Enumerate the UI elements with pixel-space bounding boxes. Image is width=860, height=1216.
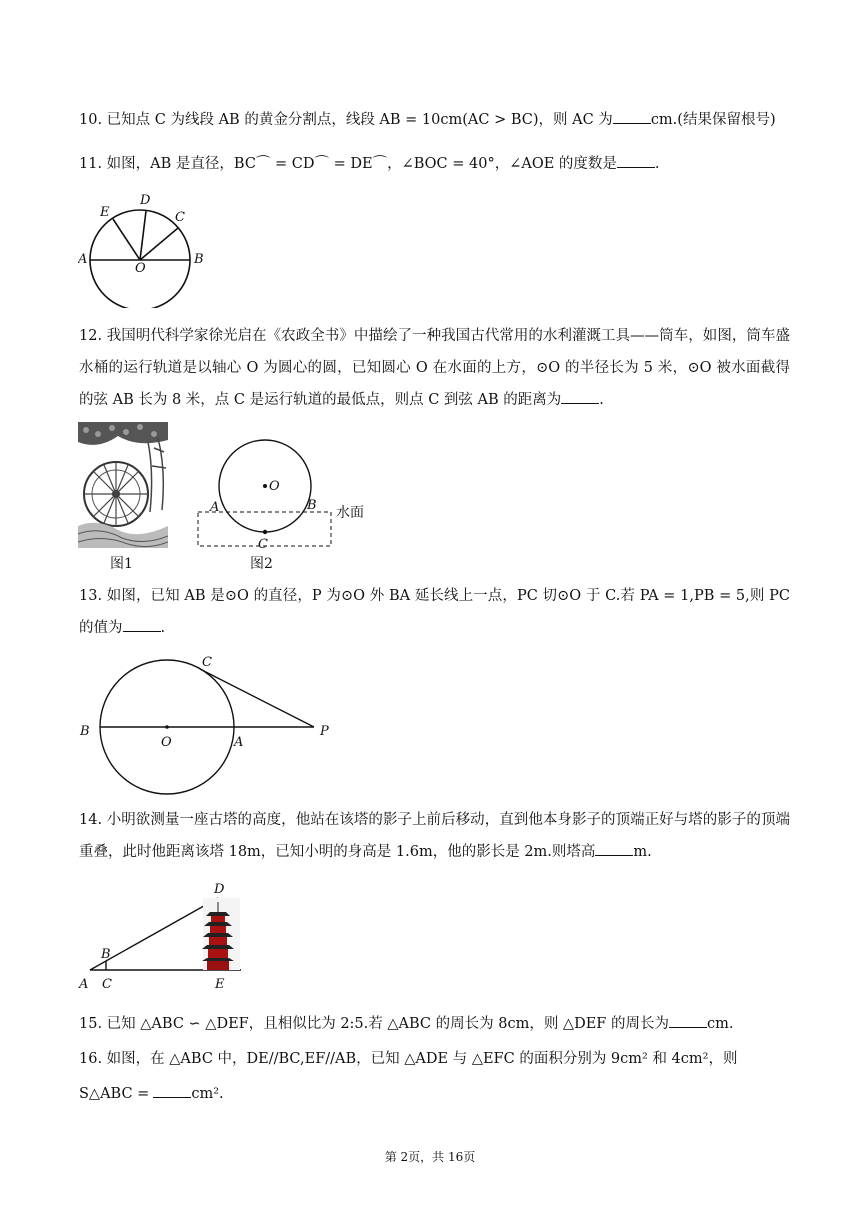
figure-11-circle-diagram: [78, 190, 218, 308]
label-e: E: [100, 205, 110, 220]
question-11-text: 11. 如图，AB 是直径，BC⌒ = CD⌒ = DE⌒，∠BOC = 40°，∠AOE 的度数是: [79, 156, 617, 172]
radius-oe: [113, 219, 140, 260]
question-14-text: 14. 小明欲测量一座古塔的高度，他站在该塔的影子上前后移动，直到他本身影子的顶端正好与塔的影子的顶端重叠，此时他距离该塔 18m，已知小明的身高是 1.6m，他的影长是 2m.则塔高: [79, 812, 790, 860]
question-10-tail: cm.(结果保留根号): [650, 112, 776, 128]
answer-blank[interactable]: [561, 389, 599, 404]
label-o: O: [269, 479, 280, 494]
label-c: C: [175, 210, 185, 225]
label-a: A: [78, 252, 88, 267]
point-c: [263, 530, 267, 534]
question-14: [79, 804, 790, 868]
question-16-tail: cm².: [191, 1086, 224, 1102]
figure-13-tangent-diagram: [76, 650, 346, 795]
label-b: B: [307, 498, 317, 513]
question-16-text: 16. 如图，在 △ABC 中，DE//BC,EF//AB，已知 △ADE 与 △EFC 的面积分别为 9cm² 和 4cm²，则: [79, 1051, 738, 1067]
label-d: D: [140, 193, 151, 208]
question-13-tail: .: [160, 620, 166, 636]
figure-14-pagoda-shadow-diagram: [76, 878, 256, 993]
label-b: B: [101, 947, 111, 962]
answer-blank[interactable]: [669, 1013, 707, 1028]
question-12-text: 12. 我国明代科学家徐光启在《农政全书》中描绘了一种我国古代常用的水利灌溉工具——筒车，如图，筒车盛水桶的运行轨道是以轴心 O 为圆心的圆，已知圆心 O 在水面的上方，⊙O 的半径长为 5 米，⊙O 被水面截得的弦 AB 长为 8 米，点 C 是运行轨道的最低点，则点 C 到弦 AB 的距离为: [79, 328, 790, 408]
label-a: A: [234, 735, 244, 750]
answer-blank[interactable]: [595, 841, 633, 856]
center-point: [263, 484, 267, 488]
page-footer: 第 2页，共 16页: [384, 1150, 476, 1164]
answer-blank[interactable]: [613, 109, 651, 124]
label-o: O: [135, 261, 146, 276]
question-16-area-prefix: S△ABC =: [79, 1086, 150, 1102]
figure-12-waterwheel-illustration: [78, 422, 168, 548]
pagoda-image: [202, 898, 240, 970]
label-a: A: [79, 977, 89, 992]
label-d: D: [214, 882, 225, 897]
question-13-text: 13. 如图，已知 AB 是⊙O 的直径，P 为⊙O 外 BA 延长线上一点，PC 切⊙O 于 C.若 PA = 1,PB = 5,则 PC 的值为: [79, 588, 790, 636]
answer-blank[interactable]: [123, 617, 161, 632]
label-b: B: [80, 724, 90, 739]
question-11: [79, 148, 790, 180]
answer-blank[interactable]: [617, 153, 655, 168]
question-14-tail: m.: [633, 844, 652, 860]
question-16: [79, 1043, 790, 1075]
radius-od: [140, 211, 146, 260]
figure-caption-1: 图1: [110, 556, 133, 572]
question-15: [79, 1008, 790, 1040]
label-a: A: [210, 500, 220, 515]
label-c: C: [202, 655, 212, 670]
question-10: [79, 104, 790, 136]
question-13: [79, 580, 790, 644]
water-surface-label: 水面: [336, 505, 364, 521]
label-o: O: [161, 735, 172, 750]
answer-blank[interactable]: [153, 1083, 191, 1098]
question-12: [79, 320, 790, 416]
center-point: [165, 725, 169, 729]
question-15-tail: cm.: [706, 1016, 734, 1032]
label-p: P: [320, 724, 329, 739]
tangent-pc: [200, 669, 314, 727]
label-e: E: [215, 977, 225, 992]
question-12-tail: .: [599, 392, 604, 408]
question-16-line-2: [79, 1078, 790, 1110]
question-15-text: 15. 已知 △ABC ∽ △DEF，且相似比为 2:5.若 △ABC 的周长为 8cm，则 △DEF 的周长为: [79, 1016, 669, 1032]
radius-oc: [140, 228, 178, 260]
label-c: C: [258, 537, 268, 552]
question-10-text: 10. 已知点 C 为线段 AB 的黄金分割点，线段 AB = 10cm(AC > BC)，则 AC 为: [79, 112, 613, 128]
label-b: B: [194, 252, 204, 267]
question-11-tail: .: [654, 156, 660, 172]
figure-12-circle-water-diagram: [195, 436, 385, 566]
label-c: C: [102, 977, 112, 992]
figure-caption-2: 图2: [250, 556, 273, 572]
